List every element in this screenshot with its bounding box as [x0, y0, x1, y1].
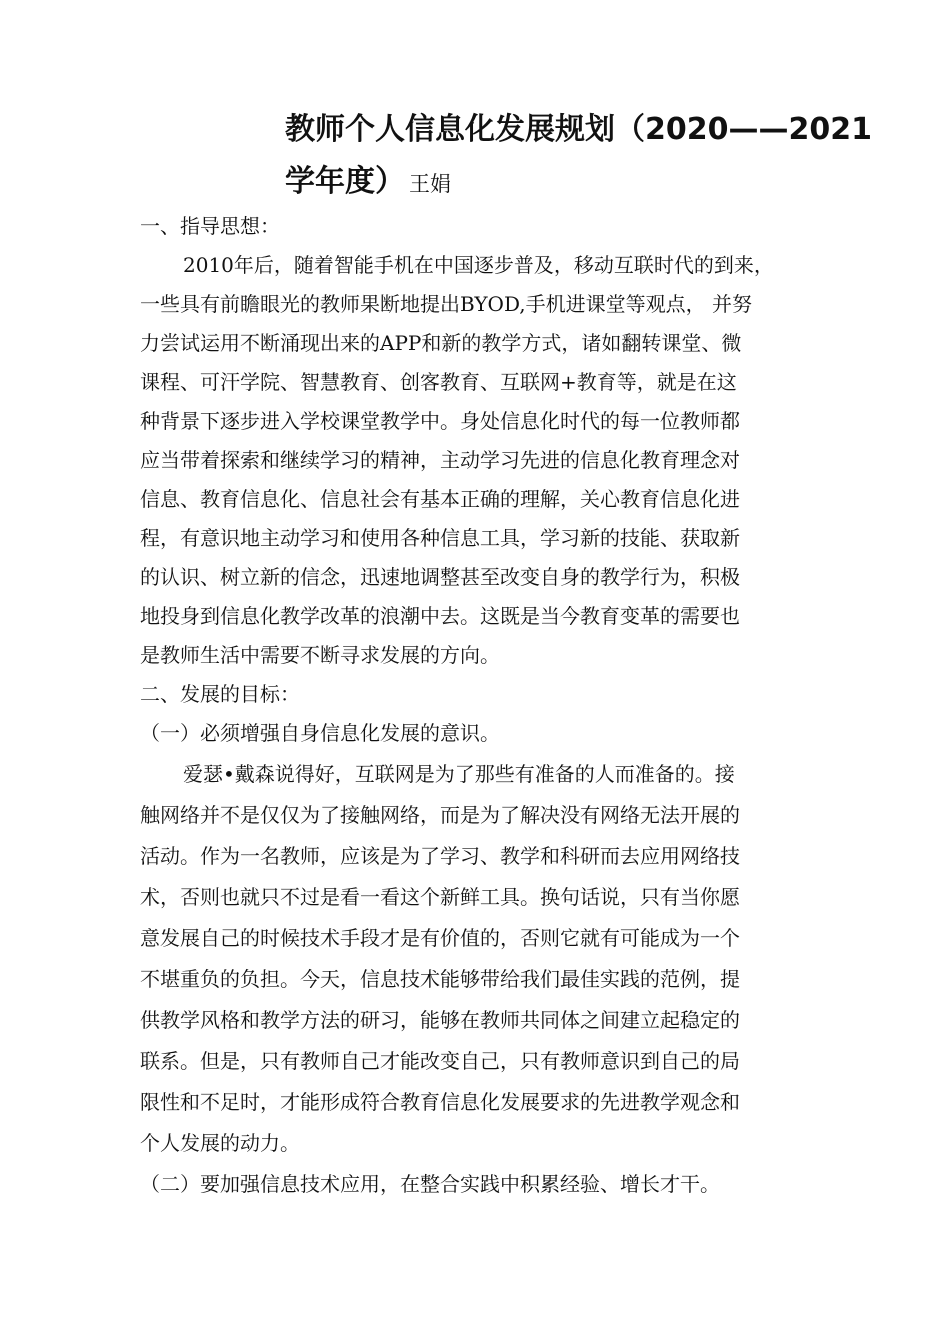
paragraph-line: 是教师生活中需要不断寻求发展的方向。	[140, 643, 500, 667]
paragraph-line: 联系。但是，只有教师自己才能改变自己，只有教师意识到自己的局	[140, 1049, 740, 1073]
paragraph-line: 2010年后，随着智能手机在中国逐步普及，移动互联时代的到来，	[183, 253, 774, 277]
paragraph-line: 限性和不足时，才能形成符合教育信息化发展要求的先进教学观念和	[140, 1090, 740, 1114]
subheading-2: （二）要加强信息技术应用，在整合实践中积累经验、增长才干。	[140, 1172, 720, 1196]
paragraph-line: 供教学风格和教学方法的研习，能够在教师共同体之间建立起稳定的	[140, 1008, 740, 1032]
paragraph-line: 程，有意识地主动学习和使用各种信息工具，学习新的技能、获取新	[140, 526, 740, 550]
title-text-2: 学年度）	[285, 164, 405, 199]
paragraph-line: 意发展自己的时候技术手段才是有价值的，否则它就有可能成为一个	[140, 926, 740, 950]
paragraph-line: 地投身到信息化教学改革的浪潮中去。这既是当今教育变革的需要也	[140, 604, 740, 628]
paragraph-line: 术，否则也就只不过是看一看这个新鲜工具。换句话说，只有当你愿	[140, 885, 740, 909]
title-text-1: 教师个人信息化发展规划（2020——2021	[285, 112, 872, 147]
paragraph-line: 活动。作为一名教师，应该是为了学习、教学和科研而去应用网络技	[140, 844, 740, 868]
heading-development-goals: 二、发展的目标：	[140, 682, 300, 706]
document-title-line-1	[285, 110, 872, 150]
paragraph-line: 课程、可汗学院、智慧教育、创客教育、互联网+教育等，就是在这	[140, 370, 737, 394]
paragraph-line: 触网络并不是仅仅为了接触网络，而是为了解决没有网络无法开展的	[140, 803, 740, 827]
author-name: 王娟	[409, 172, 451, 196]
subheading-1: （一）必须增强自身信息化发展的意识。	[140, 721, 500, 745]
paragraph-line: 信息、教育信息化、信息社会有基本正确的理解，关心教育信息化进	[140, 487, 740, 511]
paragraph-line: 的认识、树立新的信念，迅速地调整甚至改变自身的教学行为，积极	[140, 565, 740, 589]
paragraph-line: 个人发展的动力。	[140, 1131, 300, 1155]
paragraph-line: 力尝试运用不断涌现出来的APP和新的教学方式，诸如翻转课堂、微	[140, 331, 742, 355]
paragraph-line: 应当带着探索和继续学习的精神，主动学习先进的信息化教育理念对	[140, 448, 740, 472]
heading-guiding-thought: 一、指导思想：	[140, 214, 280, 238]
paragraph-line: 种背景下逐步进入学校课堂教学中。身处信息化时代的每一位教师都	[140, 409, 740, 433]
paragraph-line: 爱瑟•戴森说得好，互联网是为了那些有准备的人而准备的。接	[183, 762, 735, 786]
paragraph-line: 不堪重负的负担。今天，信息技术能够带给我们最佳实践的范例，提	[140, 967, 740, 991]
document-title-line-2	[285, 162, 451, 204]
paragraph-line: 一些具有前瞻眼光的教师果断地提出BYOD,手机进课堂等观点， 并努	[140, 292, 752, 316]
